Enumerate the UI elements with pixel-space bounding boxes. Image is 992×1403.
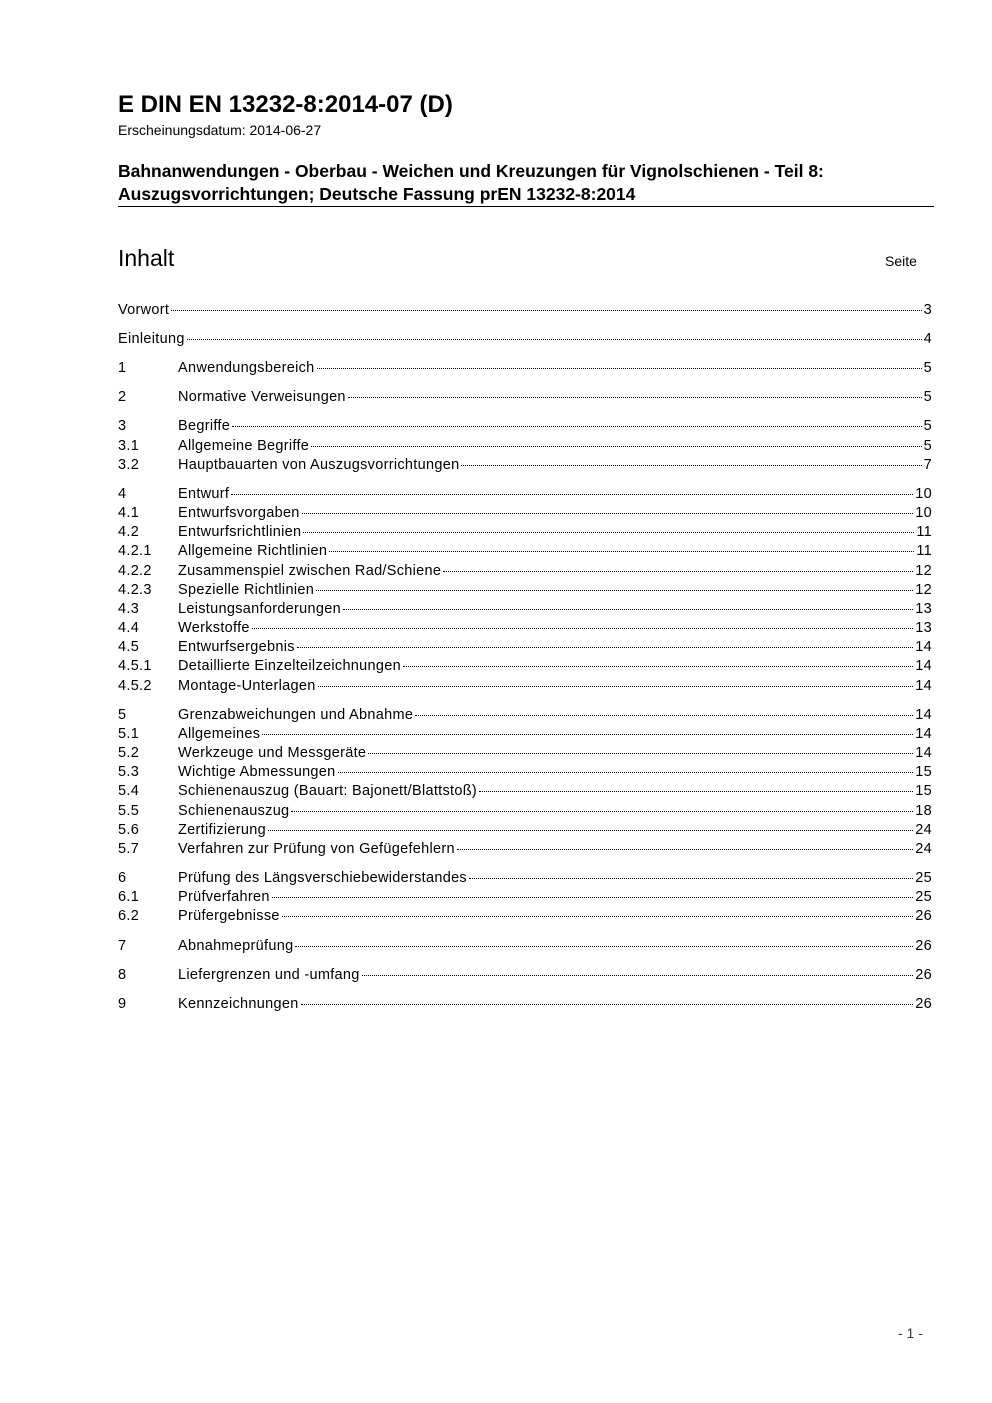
toc-dot-leader: [461, 455, 921, 466]
toc-dot-leader: [311, 436, 921, 447]
toc-dot-leader: [231, 484, 913, 495]
toc-entry-title: Detaillierte Einzelteilzeichnungen: [178, 658, 401, 674]
toc-entry[interactable]: [118, 821, 932, 840]
toc-dot-leader: [338, 762, 914, 773]
toc-entry-line: [178, 744, 932, 763]
toc-entry-page: 26: [915, 996, 932, 1012]
toc-entry[interactable]: [118, 869, 932, 888]
toc-entry-page: 14: [915, 678, 932, 694]
toc-entry-page: 12: [915, 563, 932, 579]
toc-entry[interactable]: [118, 417, 932, 436]
toc-entry-line: [178, 562, 932, 581]
toc-dot-leader: [415, 705, 913, 716]
toc-entry-line: [178, 542, 932, 561]
toc-entry-page: 24: [915, 822, 932, 838]
toc-entry[interactable]: [118, 657, 932, 676]
toc-dot-leader: [348, 387, 922, 398]
toc-entry-page: 26: [915, 938, 932, 954]
toc-entry[interactable]: [118, 619, 932, 638]
toc-entry-page: 15: [915, 783, 932, 799]
toc-entry-page: 15: [915, 764, 932, 780]
publication-date: Erscheinungsdatum: 2014-06-27: [118, 122, 322, 138]
toc-entry-title: Grenzabweichungen und Abnahme: [178, 707, 414, 723]
toc-entry-number: 4.3: [118, 601, 140, 617]
toc-entry-number: 5.7: [118, 841, 140, 857]
toc-dot-leader: [297, 637, 913, 648]
toc-dot-leader: [403, 656, 913, 667]
toc-entry-line: [178, 840, 932, 859]
toc-dot-leader: [303, 522, 914, 533]
toc-entry-line: [178, 725, 932, 744]
toc-entry-page: 5: [923, 418, 932, 434]
toc-entry[interactable]: [118, 763, 932, 782]
toc-entry-number: 5: [118, 707, 127, 723]
toc-entry-page: 13: [915, 620, 932, 636]
toc-dot-leader: [295, 936, 913, 947]
toc-entry-page: 3: [923, 302, 932, 318]
toc-entry-number: 3: [118, 418, 127, 434]
toc-entry-number: 7: [118, 938, 127, 954]
toc-dot-leader: [329, 541, 914, 552]
toc-entry[interactable]: [118, 638, 932, 657]
toc-entry-number: 3.1: [118, 438, 140, 454]
toc-dot-leader: [343, 599, 913, 610]
toc-entry-line: [178, 782, 932, 801]
toc-entry[interactable]: [118, 301, 932, 320]
toc-dot-leader: [443, 561, 913, 572]
toc-entry-number: 4.2.3: [118, 582, 152, 598]
toc-entry-title: Kennzeichnungen: [178, 996, 299, 1012]
toc-dot-leader: [252, 618, 913, 629]
toc-entry-line: [118, 301, 932, 320]
toc-entry[interactable]: [118, 581, 932, 600]
toc-entry-title: Allgemeine Richtlinien: [178, 543, 328, 559]
toc-entry-page: 5: [923, 438, 932, 454]
title-divider: [118, 206, 934, 207]
toc-entry-number: 4: [118, 486, 127, 502]
toc-dot-leader: [262, 724, 913, 735]
toc-entry-title: Spezielle Richtlinien: [178, 582, 315, 598]
toc-entry-page: 5: [923, 360, 932, 376]
toc-entry-line: [118, 330, 932, 349]
toc-entry[interactable]: [118, 677, 932, 696]
toc-entry-line: [178, 888, 932, 907]
toc-entry-line: [178, 763, 932, 782]
toc-entry[interactable]: [118, 995, 932, 1014]
toc-entry-title: Schienenauszug: [178, 803, 290, 819]
toc-entry-line: [178, 995, 932, 1014]
toc-entry-number: 6.1: [118, 889, 140, 905]
toc-entry[interactable]: [118, 504, 932, 523]
toc-entry-number: 4.5: [118, 639, 140, 655]
toc-entry-title: Verfahren zur Prüfung von Gefügefehlern: [178, 841, 455, 857]
toc-entry-page: 11: [916, 524, 932, 540]
toc-dot-leader: [469, 868, 913, 879]
toc-entry[interactable]: [118, 485, 932, 504]
toc-entry-number: 4.4: [118, 620, 140, 636]
toc-entry-number: 4.5.2: [118, 678, 152, 694]
toc-entry-title: Schienenauszug (Bauart: Bajonett/Blattstoß): [178, 783, 478, 799]
toc-entry[interactable]: [118, 562, 932, 581]
toc-entry-title: Entwurfsrichtlinien: [178, 524, 302, 540]
toc-entry-page: 7: [923, 457, 932, 473]
toc-entry[interactable]: [118, 600, 932, 619]
toc-entry[interactable]: [118, 744, 932, 763]
toc-entry-title: Prüfergebnisse: [178, 908, 280, 924]
toc-entry-number: 4.1: [118, 505, 140, 521]
toc-entry-number: 4.2: [118, 524, 140, 540]
toc-dot-leader: [457, 839, 913, 850]
toc-entry[interactable]: [118, 725, 932, 744]
toc-entry[interactable]: [118, 840, 932, 859]
toc-dot-leader: [317, 358, 922, 369]
toc-entry-title: Hauptbauarten von Auszugsvorrichtungen: [178, 457, 460, 473]
toc-entry-number: 5.5: [118, 803, 140, 819]
toc-entry-line: [178, 359, 932, 378]
toc-entry-title: Prüfung des Längsverschiebewiderstandes: [178, 870, 467, 886]
toc-entry-title: Montage-Unterlagen: [178, 678, 316, 694]
toc-entry[interactable]: [118, 542, 932, 561]
toc-dot-leader: [479, 781, 913, 792]
toc-dot-leader: [187, 329, 922, 340]
toc-page-column-label: Seite: [885, 253, 917, 269]
toc-entry-number: 5.4: [118, 783, 140, 799]
toc-entry-number: 3.2: [118, 457, 140, 473]
toc-dot-leader: [362, 965, 914, 976]
toc-entry-number: 4.2.1: [118, 543, 152, 559]
toc-entry[interactable]: [118, 523, 932, 542]
toc-entry-page: 26: [915, 967, 932, 983]
toc-entry-line: [178, 388, 932, 407]
document-title: Bahnanwendungen - Oberbau - Weichen und Kreuzungen für Vignolschienen - Teil 8: Auszugsvorrichtungen; Deutsche Fassung prEN 13232-8:2014: [118, 161, 824, 204]
toc-entry-title: Entwurf: [178, 486, 230, 502]
toc-entry-number: 6: [118, 870, 127, 886]
toc-entry-title: Liefergrenzen und -umfang: [178, 967, 360, 983]
toc-entry-line: [178, 437, 932, 456]
toc-entry-page: 4: [923, 331, 932, 347]
toc-entry-number: 4.2.2: [118, 563, 152, 579]
toc-entry-line: [178, 638, 932, 657]
toc-dot-leader: [301, 994, 914, 1005]
toc-entry-line: [178, 619, 932, 638]
toc-entry[interactable]: [118, 388, 932, 407]
toc-entry-title: Werkzeuge und Messgeräte: [178, 745, 367, 761]
toc-dot-leader: [302, 503, 914, 514]
toc-entry-title: Einleitung: [118, 331, 185, 347]
toc-entry-line: [178, 581, 932, 600]
toc-entry-line: [178, 677, 932, 696]
toc-entry[interactable]: [118, 802, 932, 821]
toc-entry-title: Wichtige Abmessungen: [178, 764, 336, 780]
toc-entry-page: 13: [915, 601, 932, 617]
toc-dot-leader: [171, 300, 921, 311]
toc-entry-line: [178, 802, 932, 821]
toc-dot-leader: [316, 580, 913, 591]
toc-entry-title: Abnahmeprüfung: [178, 938, 294, 954]
toc-entry-page: 10: [915, 505, 932, 521]
toc-entry-title: Zertifizierung: [178, 822, 267, 838]
toc-entry-line: [178, 456, 932, 475]
toc-entry-title: Prüfverfahren: [178, 889, 270, 905]
document-id: E DIN EN 13232-8:2014-07 (D): [118, 91, 453, 118]
toc-entry-page: 25: [915, 889, 932, 905]
toc-entry-line: [178, 523, 932, 542]
toc-dot-leader: [368, 743, 913, 754]
toc-entry[interactable]: [118, 706, 932, 725]
toc-dot-leader: [272, 887, 914, 898]
toc-entry-line: [178, 504, 932, 523]
toc-entry-page: 14: [915, 639, 932, 655]
toc-entry-title: Entwurfsvorgaben: [178, 505, 300, 521]
footer-page-number: - 1 -: [898, 1325, 923, 1341]
toc-entry-number: 1: [118, 360, 127, 376]
toc-entry-number: 9: [118, 996, 127, 1012]
toc-dot-leader: [291, 801, 913, 812]
toc-entry[interactable]: [118, 907, 932, 926]
toc-entry-page: 10: [915, 486, 932, 502]
toc-entry-line: [178, 600, 932, 619]
toc-entry-title: Allgemeines: [178, 726, 261, 742]
toc-entry-number: 5.6: [118, 822, 140, 838]
toc-entry-number: 4.5.1: [118, 658, 152, 674]
toc-dot-leader: [282, 906, 914, 917]
toc-entry-page: 14: [915, 658, 932, 674]
toc-entry-line: [178, 966, 932, 985]
toc-dot-leader: [232, 416, 922, 427]
toc-entry[interactable]: [118, 888, 932, 907]
toc-entry-line: [178, 657, 932, 676]
toc-entry-title: Entwurfsergebnis: [178, 639, 295, 655]
toc-entry-line: [178, 706, 932, 725]
toc-entry-number: 2: [118, 389, 127, 405]
toc-heading: Inhalt: [118, 245, 175, 271]
toc-entry-title: Begriffe: [178, 418, 231, 434]
toc-entry-line: [178, 937, 932, 956]
toc-entry-page: 11: [916, 543, 932, 559]
toc-entry-title: Vorwort: [118, 302, 170, 318]
toc-entry-page: 26: [915, 908, 932, 924]
toc-entry-title: Leistungsanforderungen: [178, 601, 341, 617]
toc-dot-leader: [318, 676, 914, 687]
toc-entry-line: [178, 869, 932, 888]
toc-entry-title: Normative Verweisungen: [178, 389, 346, 405]
toc-entry[interactable]: [118, 437, 932, 456]
toc-entry-page: 14: [915, 707, 932, 723]
toc-entry-page: 5: [923, 389, 932, 405]
toc-entry-page: 14: [915, 745, 932, 761]
toc-entry-line: [178, 485, 932, 504]
toc-entry-page: 18: [915, 803, 932, 819]
toc-entry-title: Anwendungsbereich: [178, 360, 315, 376]
toc-entry[interactable]: [118, 966, 932, 985]
toc-entry[interactable]: [118, 782, 932, 801]
toc-entry-number: 5.3: [118, 764, 140, 780]
toc-entry-line: [178, 907, 932, 926]
toc-entry-title: Werkstoffe: [178, 620, 250, 636]
toc-entry-line: [178, 417, 932, 436]
toc-entry[interactable]: [118, 456, 932, 475]
toc-entry[interactable]: [118, 330, 932, 349]
toc-dot-leader: [268, 820, 913, 831]
toc-entry[interactable]: [118, 937, 932, 956]
toc-entry-number: 6.2: [118, 908, 140, 924]
toc-entry[interactable]: [118, 359, 932, 378]
toc-entry-page: 14: [915, 726, 932, 742]
toc-entry-title: Zusammenspiel zwischen Rad/Schiene: [178, 563, 442, 579]
toc-entry-number: 5.1: [118, 726, 140, 742]
toc-entry-number: 5.2: [118, 745, 140, 761]
toc-entry-page: 12: [915, 582, 932, 598]
toc-entry-page: 24: [915, 841, 932, 857]
toc-entry-line: [178, 821, 932, 840]
toc-entry-page: 25: [915, 870, 932, 886]
toc-entry-number: 8: [118, 967, 127, 983]
toc-entry-title: Allgemeine Begriffe: [178, 438, 310, 454]
